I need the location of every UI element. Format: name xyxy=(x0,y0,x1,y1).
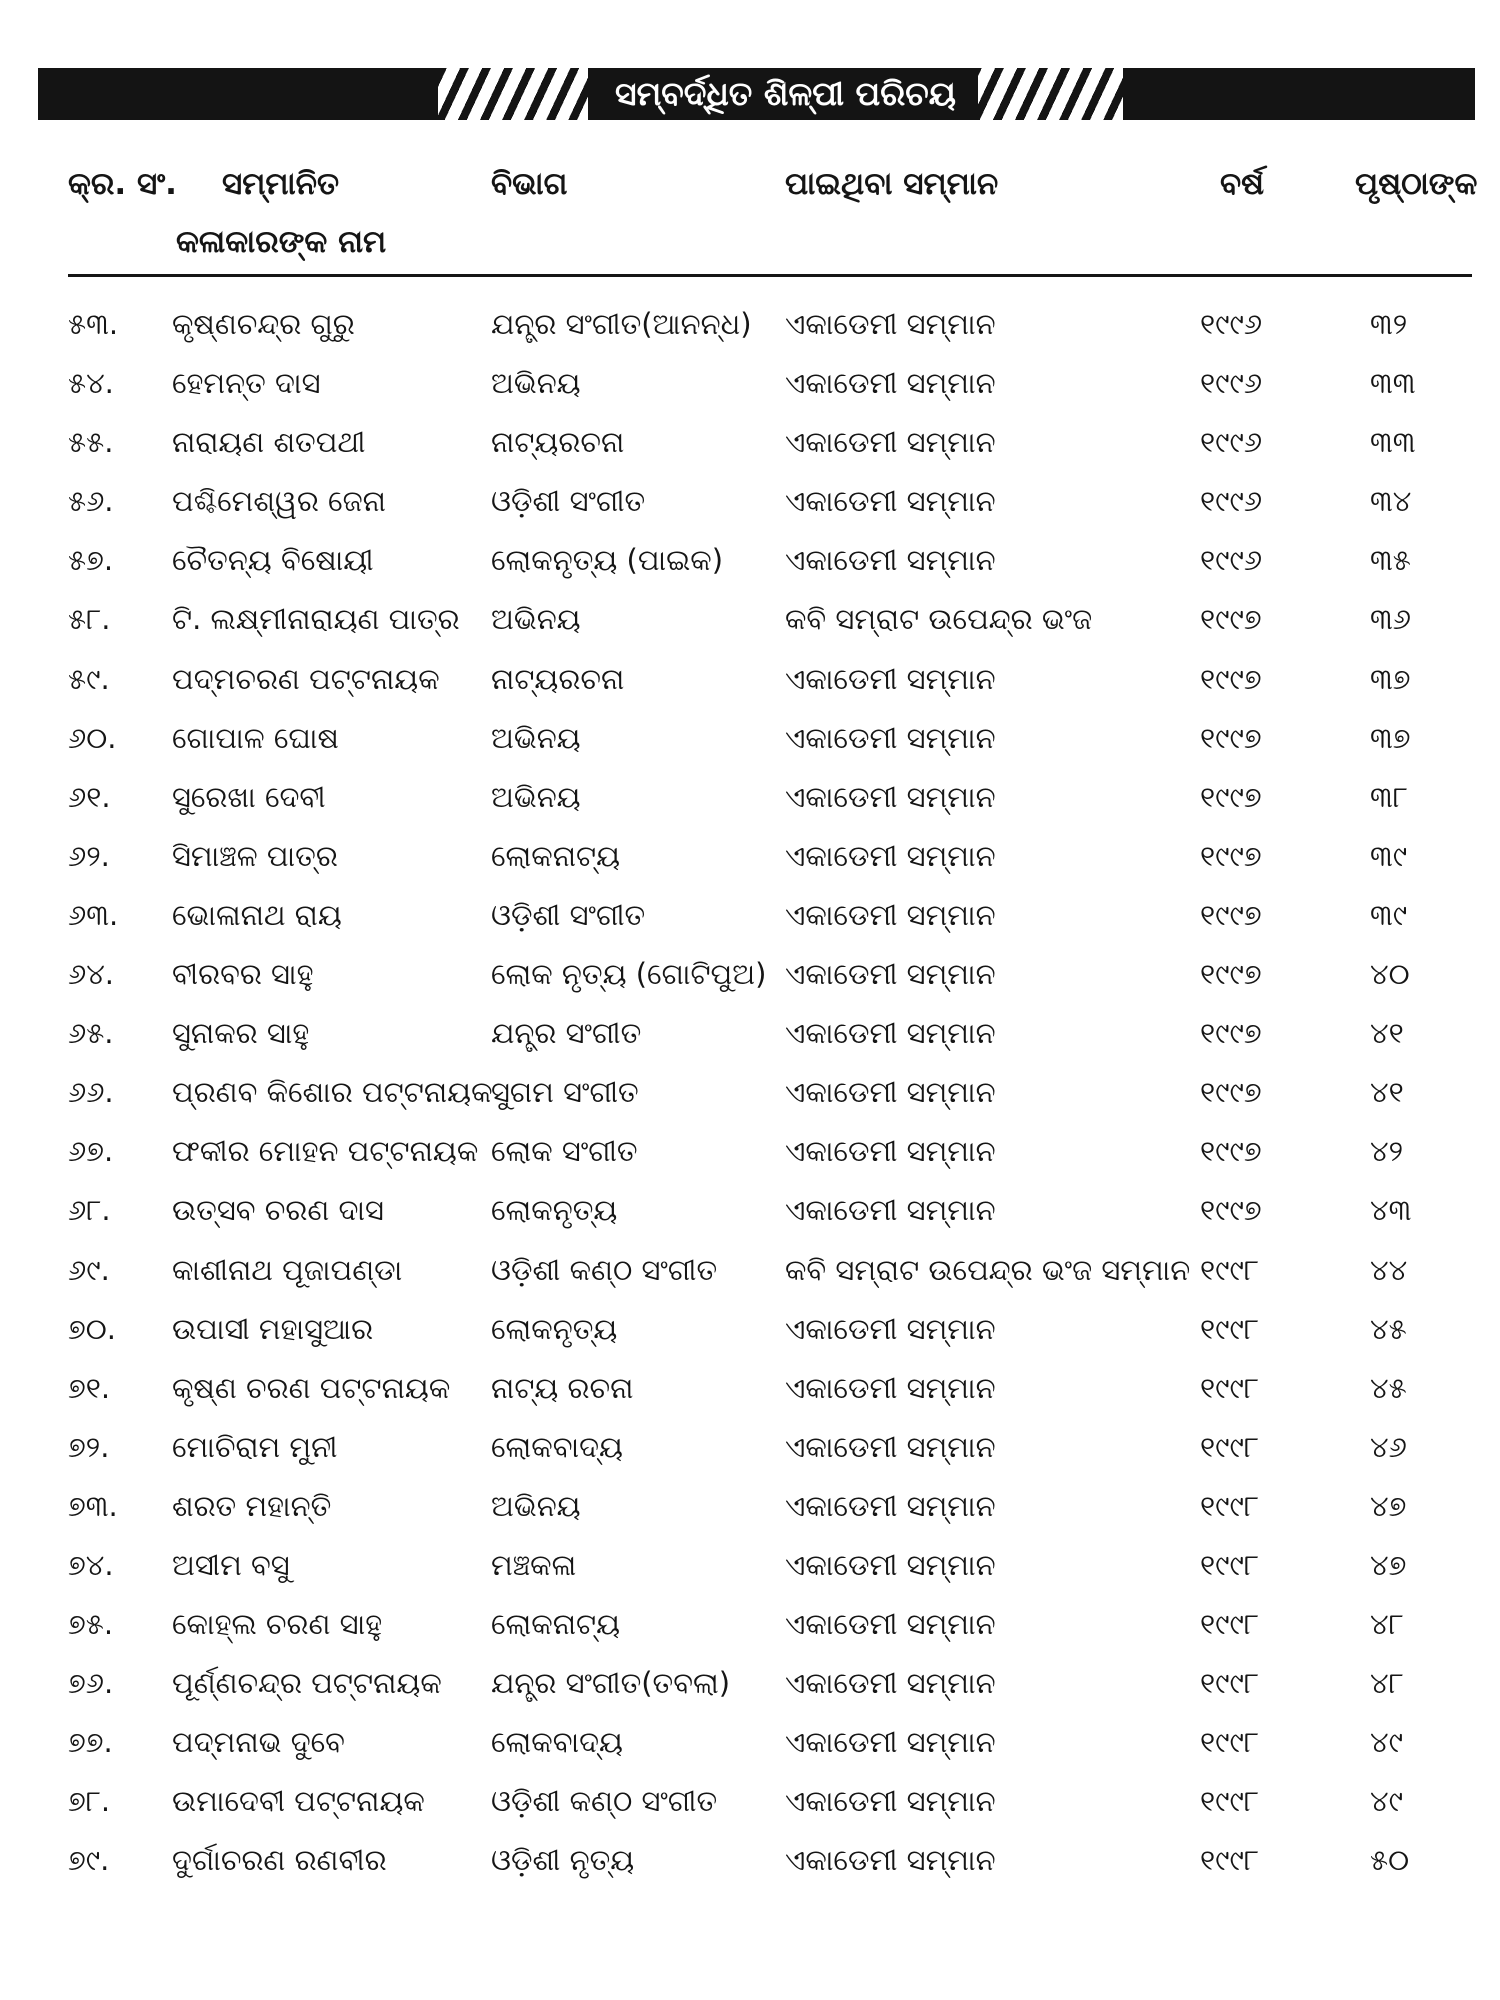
serial-number: ୬୩. xyxy=(68,897,119,932)
header-year: ବର୍ଷ xyxy=(1220,166,1265,202)
artist-name: ପୂର୍ଣ୍ଣଚନ୍ଦ୍ର ପଟ୍ଟନାୟକ xyxy=(172,1666,442,1701)
artist-name: ଉପାସୀ ମହାସୁଆର xyxy=(172,1311,374,1346)
department: ନାଟ୍ୟରଚନା xyxy=(491,661,625,696)
award-name: ଏକାଡେମୀ ସମ୍ମାନ xyxy=(785,720,996,755)
serial-number: ୭୭. xyxy=(68,1725,113,1760)
award-name: ଏକାଡେମୀ ସମ୍ମାନ xyxy=(785,661,996,696)
table-body xyxy=(0,300,1500,1896)
serial-number: ୭୨. xyxy=(68,1429,110,1464)
award-name: ଏକାଡେମୀ ସମ୍ମାନ xyxy=(785,1370,996,1405)
department: ମଞ୍ଚକଳା xyxy=(491,1547,577,1582)
artist-name: ପଦ୍ମନାଭ ଦୁବେ xyxy=(172,1725,345,1760)
header-name-line2: କଳାକାରଙ୍କ ନାମ xyxy=(176,224,387,260)
award-name: ଏକାଡେମୀ ସମ୍ମାନ xyxy=(785,897,996,932)
award-year: ୧୯୯୮ xyxy=(1200,1488,1260,1523)
department: ଯନ୍ତ୍ର ସଂଗୀତ(ତବଲା) xyxy=(491,1666,731,1701)
page-number: ୪୯ xyxy=(1370,1784,1404,1819)
department: ଲୋକବାଦ୍ୟ xyxy=(491,1725,623,1760)
page-number: ୪୪ xyxy=(1370,1252,1408,1287)
table-row xyxy=(0,1423,1500,1482)
serial-number: ୭୯. xyxy=(68,1843,110,1878)
award-name: ଏକାଡେମୀ ସମ୍ମାନ xyxy=(785,1547,996,1582)
page-number: ୪୭ xyxy=(1370,1547,1407,1582)
department: ନାଟ୍ୟରଚନା xyxy=(491,425,625,460)
department: ଯନ୍ତ୍ର ସଂଗୀତ(ଆନନ୍ଧ) xyxy=(491,307,752,341)
page-number: ୩୪ xyxy=(1370,484,1412,519)
award-year: ୧୯୯୭ xyxy=(1200,1193,1262,1228)
table-row xyxy=(0,595,1500,654)
header-award: ପାଇଥିବା ସମ୍ମାନ xyxy=(785,166,999,202)
department: ଲୋକବାଦ୍ୟ xyxy=(491,1429,623,1464)
award-year: ୧୯୯୬ xyxy=(1200,366,1263,401)
artist-name: ସୁରେଖା ଦେବୀ xyxy=(172,779,326,814)
artist-name: କୋହ୍ଲ ଚରଣ ସାହୁ xyxy=(172,1607,383,1642)
department: ଅଭିନୟ xyxy=(491,602,581,637)
award-name: ଏକାଡେମୀ ସମ୍ମାନ xyxy=(785,1134,996,1169)
award-year: ୧୯୯୮ xyxy=(1200,1666,1260,1701)
artist-name: ଦୁର୍ଗାଚରଣ ରଣବୀର xyxy=(172,1843,387,1878)
award-name: ଏକାଡେମୀ ସମ୍ମାନ xyxy=(785,957,996,992)
department: ଓଡ଼ିଶୀ ସଂଗୀତ xyxy=(491,897,646,932)
award-name: ଏକାଡେମୀ ସମ୍ମାନ xyxy=(785,1666,996,1701)
department: ଯନ୍ତ୍ର ସଂଗୀତ xyxy=(491,1016,642,1051)
award-year: ୧୯୯୮ xyxy=(1200,1843,1260,1878)
artist-name: ପଦ୍ମଚରଣ ପଟ୍ଟନାୟକ xyxy=(172,661,440,696)
table-row xyxy=(0,1364,1500,1423)
award-name: ଏକାଡେମୀ ସମ୍ମାନ xyxy=(785,366,996,401)
header-serial: କ୍ର. ସଂ. xyxy=(68,166,177,202)
department: ଲୋକନୃତ୍ୟ xyxy=(491,1193,618,1228)
department: ଲୋକନୃତ୍ୟ xyxy=(491,1311,618,1346)
serial-number: ୬୭. xyxy=(68,1134,114,1169)
award-year: ୧୯୯୬ xyxy=(1200,307,1263,341)
serial-number: ୫୭. xyxy=(68,543,114,578)
serial-number: ୭୫. xyxy=(68,1607,114,1642)
artist-name: କୃଷ୍ଣଚନ୍ଦ୍ର ଗୁରୁ xyxy=(172,307,355,341)
page-number: ୪୯ xyxy=(1370,1725,1404,1760)
serial-number: ୫୯. xyxy=(68,661,110,696)
artist-name: ପଶ୍ଚିମେଶ୍ୱର ଜେନା xyxy=(172,484,386,519)
award-name: ଏକାଡେମୀ ସମ୍ମାନ xyxy=(785,307,996,341)
serial-number: ୫୬. xyxy=(68,484,114,519)
artist-name: ଅସୀମ ବସୁ xyxy=(172,1547,290,1582)
award-name: ଏକାଡେମୀ ସମ୍ମାନ xyxy=(785,1843,996,1878)
page-number: ୫୦ xyxy=(1370,1843,1410,1878)
award-year: ୧୯୯୭ xyxy=(1200,602,1262,637)
banner-stripes-left xyxy=(438,68,588,120)
department: ଲୋକ ସଂଗୀତ xyxy=(491,1134,638,1169)
department: ଲୋକନାଟ୍ୟ xyxy=(491,838,621,873)
banner-stripes-right xyxy=(973,68,1123,120)
award-name: ଏକାଡେମୀ ସମ୍ମାନ xyxy=(785,779,996,814)
award-name: ଏକାଡେମୀ ସମ୍ମାନ xyxy=(785,1725,996,1760)
serial-number: ୫୮. xyxy=(68,602,111,637)
department: ଅଭିନୟ xyxy=(491,1488,581,1523)
table-row xyxy=(0,1777,1500,1836)
award-year: ୧୯୯୭ xyxy=(1200,838,1262,873)
serial-number: ୬୨. xyxy=(68,838,110,873)
table-row xyxy=(0,1068,1500,1127)
page-number: ୪୬ xyxy=(1370,1429,1407,1464)
title-banner xyxy=(38,68,1475,120)
department: ଅଭିନୟ xyxy=(491,366,581,401)
table-row xyxy=(0,1246,1500,1305)
department: ସୁଗମ ସଂଗୀତ xyxy=(491,1075,639,1110)
artist-name: ସିମାଞ୍ଚଳ ପାତ୍ର xyxy=(172,838,338,873)
award-name: ଏକାଡେମୀ ସମ୍ମାନ xyxy=(785,1784,996,1819)
department: ଲୋକନୃତ୍ୟ (ପାଇକ) xyxy=(491,543,724,578)
award-year: ୧୯୯୬ xyxy=(1200,484,1263,519)
table-row xyxy=(0,1127,1500,1186)
department: ଓଡ଼ିଶୀ କଣ୍ଠ ସଂଗୀତ xyxy=(491,1784,718,1819)
page-number: ୪୧ xyxy=(1370,1075,1404,1110)
header-page: ପୃଷ୍ଠାଙ୍କ xyxy=(1355,166,1478,202)
table-row xyxy=(0,1482,1500,1541)
department: ଅଭିନୟ xyxy=(491,720,581,755)
serial-number: ୭୮. xyxy=(68,1784,111,1819)
award-year: ୧୯୯୮ xyxy=(1200,1370,1260,1405)
award-name: ଏକାଡେମୀ ସମ୍ମାନ xyxy=(785,1488,996,1523)
header-rule xyxy=(68,274,1472,277)
award-year: ୧୯୯୮ xyxy=(1200,1429,1260,1464)
artist-name: ଉତ୍ସବ ଚରଣ ଦାସ xyxy=(172,1193,384,1228)
page-number: ୪୫ xyxy=(1370,1311,1407,1346)
award-name: ଏକାଡେମୀ ସମ୍ମାନ xyxy=(785,1016,996,1051)
award-year: ୧୯୯୮ xyxy=(1200,1252,1260,1287)
department: ଓଡ଼ିଶୀ ସଂଗୀତ xyxy=(491,484,646,519)
artist-name: ଉମାଦେବୀ ପଟ୍ଟନାୟକ xyxy=(172,1784,425,1819)
artist-name: ହେମନ୍ତ ଦାସ xyxy=(172,366,321,401)
table-row xyxy=(0,891,1500,950)
serial-number: ୭୩. xyxy=(68,1488,118,1523)
award-name: ଏକାଡେମୀ ସମ୍ମାନ xyxy=(785,1075,996,1110)
table-row xyxy=(0,1305,1500,1364)
serial-number: ୫୫. xyxy=(68,425,114,460)
table-row xyxy=(0,714,1500,773)
table-row xyxy=(0,359,1500,418)
page-number: ୩୩ xyxy=(1370,425,1416,460)
page-number: ୩୫ xyxy=(1370,543,1411,578)
artist-name: ଶରତ ମହାନ୍ତି xyxy=(172,1488,332,1523)
table-row xyxy=(0,536,1500,595)
department: ନାଟ୍ୟ ରଚନା xyxy=(491,1370,634,1405)
serial-number: ୬୬. xyxy=(68,1075,114,1110)
award-year: ୧୯୯୮ xyxy=(1200,1547,1260,1582)
award-year: ୧୯୯୭ xyxy=(1200,720,1262,755)
artist-name: କୃଷ୍ଣ ଚରଣ ପଟ୍ଟନାୟକ xyxy=(172,1370,451,1405)
table-row xyxy=(0,300,1500,359)
award-year: ୧୯୯୭ xyxy=(1200,779,1262,814)
page-number: ୪୭ xyxy=(1370,1488,1407,1523)
table-row xyxy=(0,1836,1500,1895)
page-number: ୪୩ xyxy=(1370,1193,1412,1228)
artist-name: ସୁନାକର ସାହୁ xyxy=(172,1016,310,1051)
serial-number: ୭୦. xyxy=(68,1311,116,1346)
table-row xyxy=(0,1186,1500,1245)
page-title: ସମ୍ବର୍ଦ୍ଧିତ ଶିଳ୍ପୀ ପରିଚୟ xyxy=(593,68,978,120)
artist-name: ବୀରବର ସାହୁ xyxy=(172,957,314,992)
table-row xyxy=(0,773,1500,832)
serial-number: ୬୫. xyxy=(68,1016,114,1051)
table-row xyxy=(0,418,1500,477)
award-year: ୧୯୯୬ xyxy=(1200,425,1263,460)
page-number: ୩୭ xyxy=(1370,720,1411,755)
page-number: ୩୭ xyxy=(1370,661,1411,696)
award-name: କବି ସମ୍ରାଟ ଉପେନ୍ଦ୍ର ଭଂଜ xyxy=(785,602,1093,637)
award-year: ୧୯୯୮ xyxy=(1200,1725,1260,1760)
artist-name: ଫକୀର ମୋହନ ପଟ୍ଟନାୟକ xyxy=(172,1134,479,1169)
award-name: ଏକାଡେମୀ ସମ୍ମାନ xyxy=(785,1193,996,1228)
award-name: ଏକାଡେମୀ ସମ୍ମାନ xyxy=(785,1607,996,1642)
artist-name: ଭୋଳାନାଥ ରାୟ xyxy=(172,897,342,932)
award-year: ୧୯୯୭ xyxy=(1200,1016,1262,1051)
page-number: ୩୯ xyxy=(1370,897,1408,932)
page-number: ୩୬ xyxy=(1370,602,1412,637)
serial-number: ୬୯. xyxy=(68,1252,110,1287)
award-year: ୧୯୯୭ xyxy=(1200,661,1262,696)
table-row xyxy=(0,1718,1500,1777)
table-row xyxy=(0,655,1500,714)
serial-number: ୬୦. xyxy=(68,720,117,755)
page-number: ୪୦ xyxy=(1370,957,1410,992)
table-row xyxy=(0,477,1500,536)
page-number: ୪୧ xyxy=(1370,1016,1404,1051)
award-year: ୧୯୯୮ xyxy=(1200,1784,1260,1819)
table-header xyxy=(0,160,1500,270)
department: ଓଡ଼ିଶୀ ନୃତ୍ୟ xyxy=(491,1843,635,1878)
table-row xyxy=(0,832,1500,891)
table-row xyxy=(0,950,1500,1009)
award-year: ୧୯୯୭ xyxy=(1200,1134,1262,1169)
table-row xyxy=(0,1659,1500,1718)
artist-name: ଗୋପାଳ ଘୋଷ xyxy=(172,720,339,755)
table-row xyxy=(0,1009,1500,1068)
page-number: ୪୮ xyxy=(1370,1666,1404,1701)
page-number: ୩୨ xyxy=(1370,307,1408,341)
award-year: ୧୯୯୭ xyxy=(1200,957,1262,992)
award-year: ୧୯୯୮ xyxy=(1200,1607,1260,1642)
serial-number: ୭୧. xyxy=(68,1370,111,1405)
award-year: ୧୯୯୮ xyxy=(1200,1311,1260,1346)
table-row xyxy=(0,1600,1500,1659)
artist-name: ନାରାୟଣ ଶତପଥୀ xyxy=(172,425,366,460)
serial-number: ୫୪. xyxy=(68,366,114,401)
page-number: ୪୮ xyxy=(1370,1607,1404,1642)
award-name: ଏକାଡେମୀ ସମ୍ମାନ xyxy=(785,838,996,873)
award-name: ଏକାଡେମୀ ସମ୍ମାନ xyxy=(785,484,996,519)
page-number: ୩୯ xyxy=(1370,838,1408,873)
serial-number: ୭୬. xyxy=(68,1666,114,1701)
page-number: ୪୨ xyxy=(1370,1134,1404,1169)
serial-number: ୫୩. xyxy=(68,307,119,341)
department: ଓଡ଼ିଶୀ କଣ୍ଠ ସଂଗୀତ xyxy=(491,1252,718,1287)
artist-name: ଟି. ଲକ୍ଷ୍ମୀନାରାୟଣ ପାତ୍ର xyxy=(172,602,460,637)
artist-name: ପ୍ରଣବ କିଶୋର ପଟ୍ଟନାୟକ xyxy=(172,1075,493,1110)
page-number: ୩୮ xyxy=(1370,779,1408,814)
header-department: ବିଭାଗ xyxy=(491,166,568,202)
department: ଲୋକ ନୃତ୍ୟ (ଗୋଟିପୁଅ) xyxy=(491,957,767,992)
award-year: ୧୯୯୭ xyxy=(1200,897,1262,932)
serial-number: ୭୪. xyxy=(68,1547,114,1582)
award-name: କବି ସମ୍ରାଟ ଉପେନ୍ଦ୍ର ଭଂଜ ସମ୍ମାନ xyxy=(785,1252,1191,1287)
artist-name: କାଶୀନାଥ ପୂଜାପଣ୍ଡା xyxy=(172,1252,403,1287)
table-row xyxy=(0,1541,1500,1600)
department: ଅଭିନୟ xyxy=(491,779,581,814)
page-number: ୪୫ xyxy=(1370,1370,1407,1405)
serial-number: ୬୮. xyxy=(68,1193,111,1228)
page-number: ୩୩ xyxy=(1370,366,1416,401)
award-name: ଏକାଡେମୀ ସମ୍ମାନ xyxy=(785,1311,996,1346)
award-year: ୧୯୯୬ xyxy=(1200,543,1263,578)
department: ଲୋକନାଟ୍ୟ xyxy=(491,1607,621,1642)
serial-number: ୬୧. xyxy=(68,779,111,814)
award-name: ଏକାଡେମୀ ସମ୍ମାନ xyxy=(785,425,996,460)
artist-name: ମୋଚିରାମ ମୁନୀ xyxy=(172,1429,338,1464)
award-name: ଏକାଡେମୀ ସମ୍ମାନ xyxy=(785,543,996,578)
artist-name: ଚୈତନ୍ୟ ବିଷୋୟୀ xyxy=(172,543,374,578)
award-name: ଏକାଡେମୀ ସମ୍ମାନ xyxy=(785,1429,996,1464)
award-year: ୧୯୯୭ xyxy=(1200,1075,1262,1110)
serial-number: ୬୪. xyxy=(68,957,115,992)
header-name-line1: ସମ୍ମାନିତ xyxy=(222,166,340,202)
